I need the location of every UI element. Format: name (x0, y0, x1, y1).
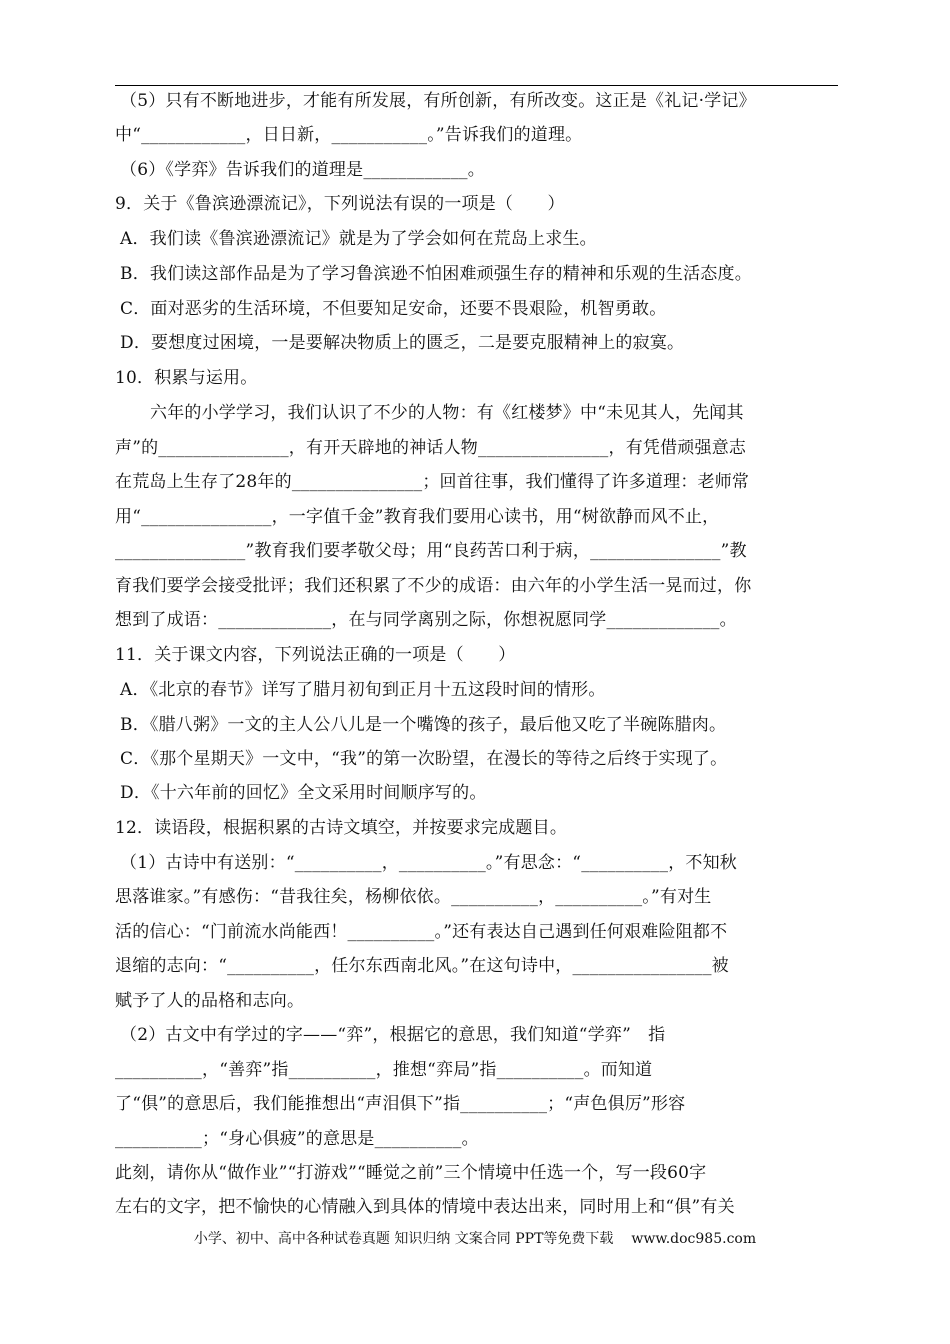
q8-item5-line2: 中“____________，日日新，___________。”告诉我们的道理。 (115, 125, 583, 145)
q8-item5-line1: （5）只有不断地进步，才能有所发展，有所创新，有所改变。这正是《礼记·学记》 (120, 91, 756, 111)
footer-url: www.doc985.com (631, 1231, 757, 1247)
q8-item6: （6）《学弈》告诉我们的道理是____________。 (120, 160, 485, 180)
q11-option-b: B．《腊八粥》一文的主人公八儿是一个嘴馋的孩子，最后他又吃了半碗陈腊肉。 (120, 715, 727, 735)
q10-text-line6: 育我们要学会接受批评；我们还积累了不少的成语：由六年的小学生活一晃而过，你 (115, 576, 752, 596)
q10-text-line7: 想到了成语：_____________，在与同学离别之际，你想祝愿同学_____________。 (115, 610, 737, 630)
q12-part2-line3: 了“俱”的意思后，我们能推想出“声泪俱下”指__________；“声色俱厉”形容 (115, 1094, 686, 1114)
q10-text-line3: 在荒岛上生存了28年的_______________；回首往事，我们懂得了许多道理：老师常 (115, 472, 750, 492)
page-footer (0, 1228, 950, 1248)
writing-task-line1: 此刻，请你从“做作业”“打游戏”“睡觉之前”三个情境中任选一个，写一段60字 (115, 1163, 707, 1183)
q10-stem: 10．积累与运用。 (115, 368, 258, 388)
q12-part1-line5: 赋予了人的品格和志向。 (115, 991, 305, 1011)
q9-stem: 9．关于《鲁滨逊漂流记》，下列说法有误的一项是（ ） (115, 194, 565, 214)
header-rule (115, 85, 838, 86)
q11-stem: 11．关于课文内容，下列说法正确的一项是（ ） (115, 645, 516, 665)
q12-part1-line4: 退缩的志向：“__________，任尔东西南北风。”在这句诗中，________________被 (115, 956, 729, 976)
q12-part2-line4: __________；“身心俱疲”的意思是__________。 (115, 1129, 479, 1149)
writing-task-line2: 左右的文字，把不愉快的心情融入到具体的情境中表达出来，同时用上和“俱”有关 (115, 1197, 735, 1217)
q9-option-c: C．面对恶劣的生活环境，不但要知足安命，还要不畏艰险，机智勇敢。 (120, 299, 667, 319)
q10-text-line1: 六年的小学学习，我们认识了不少的人物：有《红楼梦》中“未见其人，先闻其 (150, 403, 744, 423)
q11-option-d: D．《十六年前的回忆》全文采用时间顺序写的。 (120, 783, 487, 803)
footer-text: 小学、初中、高中各种试卷真题 知识归纳 文案合同 PPT等免费下载 (193, 1231, 614, 1247)
q11-option-a: A．《北京的春节》详写了腊月初旬到正月十五这段时间的情形。 (120, 680, 606, 700)
q9-option-d: D．要想度过困境，一是要解决物质上的匮乏，二是要克服精神上的寂寞。 (120, 333, 685, 353)
q9-option-a: A．我们读《鲁滨逊漂流记》就是为了学会如何在荒岛上求生。 (120, 229, 597, 249)
q12-stem: 12．读语段，根据积累的古诗文填空，并按要求完成题目。 (115, 818, 568, 838)
q12-part2-line1: （2）古文中有学过的字——“弈”，根据它的意思，我们知道“学弈” 指 (120, 1025, 666, 1045)
q10-text-line2: 声”的_______________，有开天辟地的神话人物_______________，有凭借顽强意志 (115, 438, 747, 458)
q10-text-line4: 用“_______________，一字值千金”教育我们要用心读书，用“树欲静而风不止， (115, 507, 720, 527)
q9-option-b: B．我们读这部作品是为了学习鲁滨逊不怕困难顽强生存的精神和乐观的生活态度。 (120, 264, 752, 284)
q12-part1-line3: 活的信心：“门前流水尚能西！__________。”还有表达自己遇到任何艰难险阻都不 (115, 922, 728, 942)
q12-part1-line1: （1）古诗中有送别：“__________，__________。”有思念：“__________，不知秋 (120, 853, 737, 873)
q12-part1-line2: 思落谁家。”有感伤：“昔我往矣，杨柳依依。__________，__________。”有对生 (115, 887, 712, 907)
q12-part2-line2: __________，“善弈”指__________，推想“弈局”指__________。而知道 (115, 1060, 653, 1080)
q11-option-c: C．《那个星期天》一文中，“我”的第一次盼望，在漫长的等待之后终于实现了。 (120, 749, 728, 769)
q10-text-line5: _______________”教育我们要孝敬父母；用“良药苦口利于病，_______________”教 (115, 541, 747, 561)
